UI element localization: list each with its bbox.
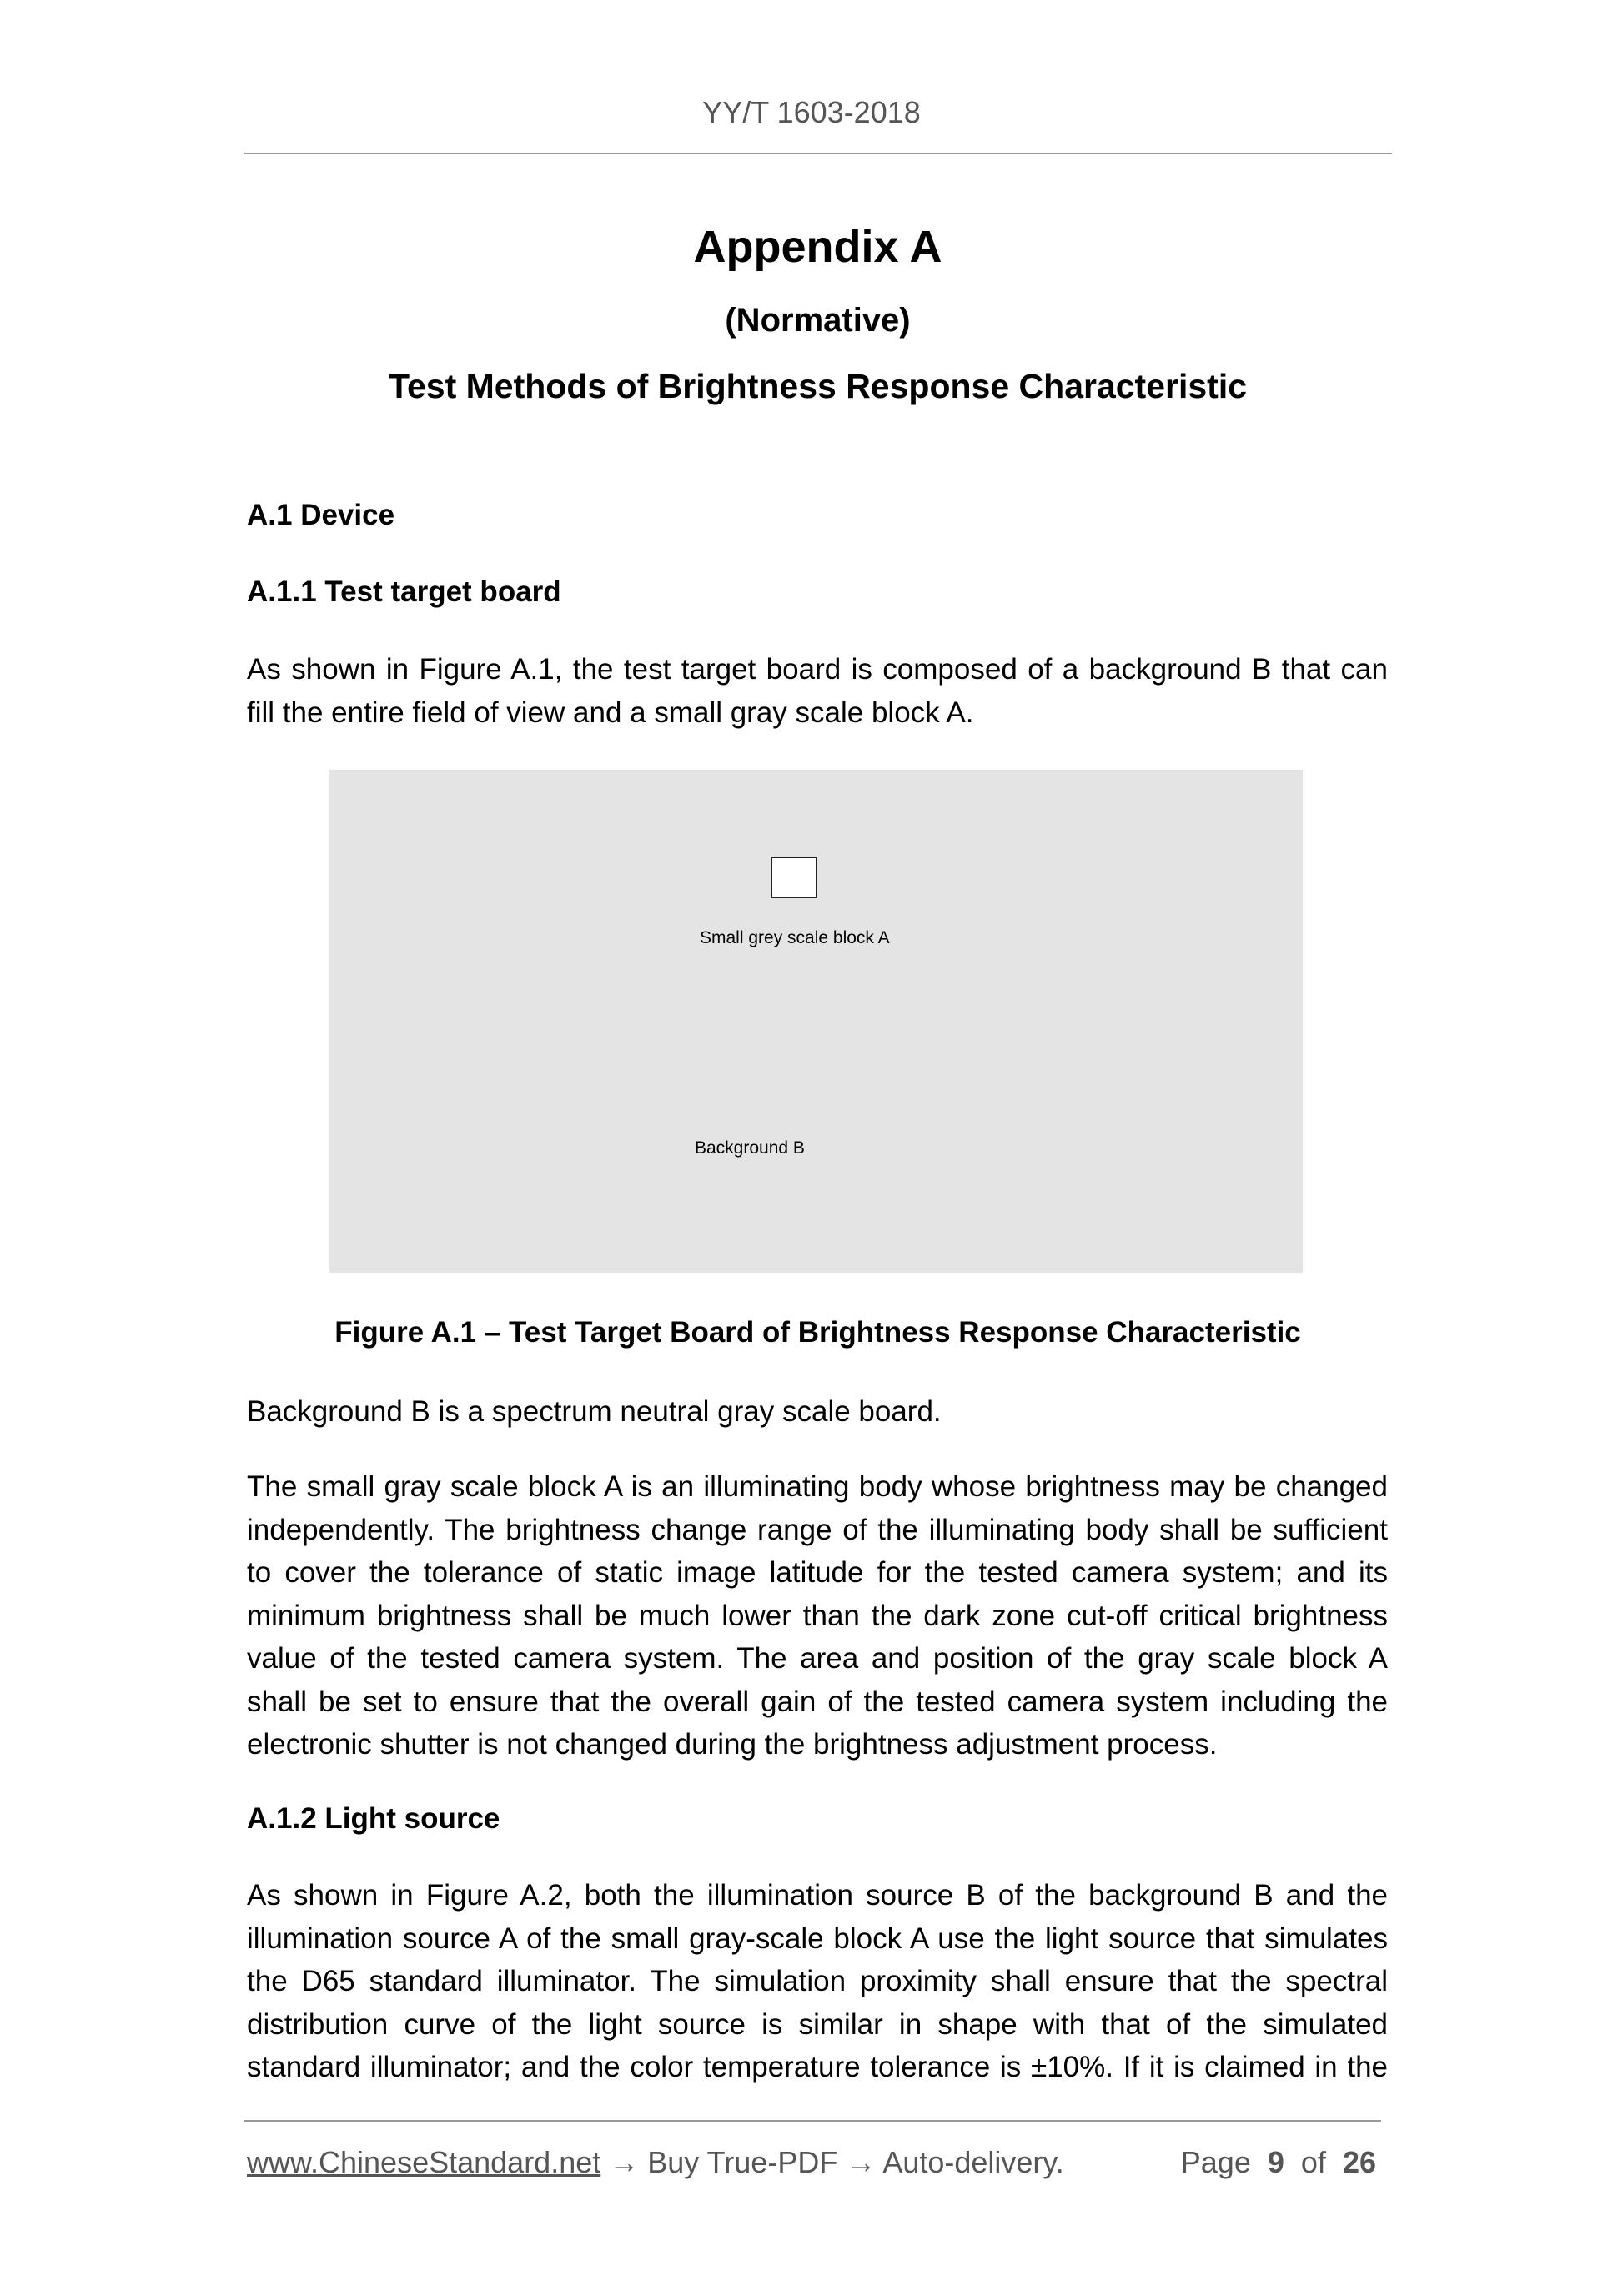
text-line: As shown in Figure A.2, both the illumination source B of the background B and the (247, 1879, 1388, 1912)
appendix-type: (Normative) (725, 302, 911, 339)
section-a11-heading: A.1.1 Test target board (247, 575, 561, 608)
text-line: independently. The brightness change range of the illuminating body shall be sufficient (247, 1513, 1388, 1546)
text-line: value of the tested camera system. The area and position of the gray scale block A (247, 1642, 1388, 1675)
text-line: fill the entire field of view and a small gray scale block A. (247, 696, 974, 729)
small-grey-scale-block (771, 857, 817, 898)
text-line: to cover the tolerance of static image latitude for the tested camera system; and its (247, 1556, 1388, 1589)
text-line: electronic shutter is not changed during the brightness adjustment process. (247, 1728, 1218, 1761)
website-link[interactable]: www.ChineseStandard.net (247, 2145, 601, 2179)
footer-promo-text: → Buy True-PDF → Auto-delivery. (600, 2145, 1064, 2179)
text-line: minimum brightness shall be much lower than the dark zone cut-off critical brightness (247, 1599, 1388, 1632)
figure-a1-test-target-board (329, 770, 1303, 1273)
page-label: Page (1180, 2145, 1251, 2179)
text-line: standard illuminator; and the color temperature tolerance is ±10%. If it is claimed in the (247, 2051, 1388, 2083)
text-line: shall be set to ensure that the overall gain of the tested camera system including the (247, 1685, 1388, 1718)
paragraph-3 (247, 1465, 1388, 1766)
background-label: Background B (695, 1138, 805, 1158)
appendix-title: Appendix A (693, 222, 942, 272)
figure-caption: Figure A.1 – Test Target Board of Brightness Response Characteristic (334, 1316, 1301, 1349)
text-line: The small gray scale block A is an illuminating body whose brightness may be changed (247, 1470, 1388, 1503)
header-divider (244, 153, 1392, 154)
footer-promo (247, 2145, 1064, 2180)
paragraph-1 (247, 648, 1388, 734)
text-line: As shown in Figure A.1, the test target board is composed of a background B that can (247, 653, 1388, 686)
appendix-name: Test Methods of Brightness Response Characteristic (388, 367, 1248, 405)
document-id-header: YY/T 1603-2018 (702, 95, 921, 129)
section-a12-heading: A.1.2 Light source (247, 1802, 500, 1835)
current-page: 9 (1267, 2145, 1284, 2179)
section-a1-heading: A.1 Device (247, 499, 395, 531)
paragraph-2 (247, 1390, 1388, 1434)
text-line: Background B is a spectrum neutral gray scale board. (247, 1395, 942, 1428)
text-line: distribution curve of the light source is similar in shape with that of the simulated (247, 2007, 1388, 2041)
total-pages: 26 (1342, 2145, 1376, 2179)
of-label: of (1300, 2145, 1326, 2179)
text-line: the D65 standard illuminator. The simulation proximity shall ensure that the spectral (247, 1965, 1388, 1997)
block-label: Small grey scale block A (700, 928, 890, 947)
paragraph-4 (247, 1874, 1388, 2089)
text-line: illumination source A of the small gray-scale block A use the light source that simulates (247, 1922, 1388, 1955)
page-number (1181, 2145, 1376, 2180)
footer-divider (244, 2120, 1381, 2122)
